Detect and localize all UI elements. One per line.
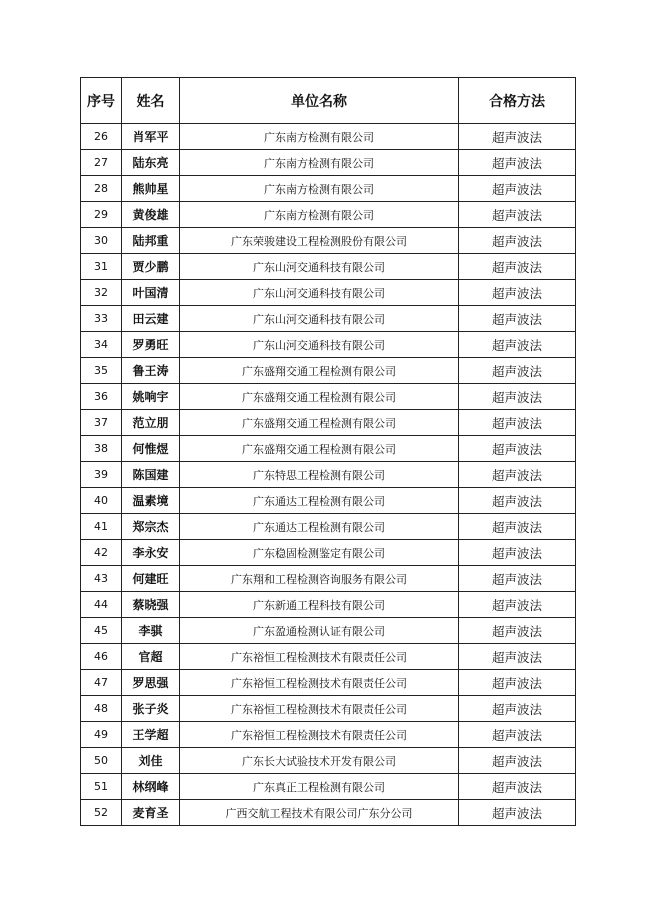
name-cell: 何建旺 — [122, 566, 180, 592]
seq-cell: 30 — [81, 228, 122, 254]
method-cell: 超声波法 — [459, 280, 576, 306]
company-cell: 广东长大试验技术开发有限公司 — [180, 748, 459, 774]
header-company: 单位名称 — [180, 78, 459, 124]
method-cell: 超声波法 — [459, 592, 576, 618]
name-cell: 李永安 — [122, 540, 180, 566]
name-cell: 官超 — [122, 644, 180, 670]
seq-cell: 48 — [81, 696, 122, 722]
seq-cell: 39 — [81, 462, 122, 488]
company-cell: 广东盛翔交通工程检测有限公司 — [180, 410, 459, 436]
table-row — [81, 176, 576, 202]
name-cell: 王学超 — [122, 722, 180, 748]
name-cell: 姚响宇 — [122, 384, 180, 410]
table-row — [81, 592, 576, 618]
company-cell: 广东特思工程检测有限公司 — [180, 462, 459, 488]
table-row — [81, 332, 576, 358]
method-cell: 超声波法 — [459, 202, 576, 228]
seq-cell: 46 — [81, 644, 122, 670]
header-seq: 序号 — [81, 78, 122, 124]
seq-cell: 35 — [81, 358, 122, 384]
name-cell: 田云建 — [122, 306, 180, 332]
name-cell: 范立朋 — [122, 410, 180, 436]
method-cell: 超声波法 — [459, 436, 576, 462]
seq-cell: 36 — [81, 384, 122, 410]
seq-cell: 28 — [81, 176, 122, 202]
method-cell: 超声波法 — [459, 540, 576, 566]
company-cell: 广东盈通检测认证有限公司 — [180, 618, 459, 644]
name-cell: 何惟煜 — [122, 436, 180, 462]
method-cell: 超声波法 — [459, 488, 576, 514]
table-row — [81, 566, 576, 592]
name-cell: 麦育圣 — [122, 800, 180, 826]
seq-cell: 42 — [81, 540, 122, 566]
seq-cell: 38 — [81, 436, 122, 462]
table-row — [81, 748, 576, 774]
table-row — [81, 514, 576, 540]
table-row — [81, 774, 576, 800]
name-cell: 陆邦重 — [122, 228, 180, 254]
company-cell: 广东山河交通科技有限公司 — [180, 254, 459, 280]
name-cell: 熊帅星 — [122, 176, 180, 202]
header-name: 姓名 — [122, 78, 180, 124]
method-cell: 超声波法 — [459, 670, 576, 696]
method-cell: 超声波法 — [459, 332, 576, 358]
table-row — [81, 254, 576, 280]
name-cell: 蔡晓强 — [122, 592, 180, 618]
name-cell: 陆东亮 — [122, 150, 180, 176]
table-row — [81, 306, 576, 332]
company-cell: 广东荣骏建设工程检测股份有限公司 — [180, 228, 459, 254]
company-cell: 广东裕恒工程检测技术有限责任公司 — [180, 644, 459, 670]
name-cell: 林纲峰 — [122, 774, 180, 800]
company-cell: 广东南方检测有限公司 — [180, 202, 459, 228]
method-cell: 超声波法 — [459, 566, 576, 592]
company-cell: 广东真正工程检测有限公司 — [180, 774, 459, 800]
company-cell: 广东南方检测有限公司 — [180, 176, 459, 202]
method-cell: 超声波法 — [459, 306, 576, 332]
company-cell: 广东盛翔交通工程检测有限公司 — [180, 358, 459, 384]
method-cell: 超声波法 — [459, 644, 576, 670]
seq-cell: 33 — [81, 306, 122, 332]
table-row — [81, 280, 576, 306]
method-cell: 超声波法 — [459, 618, 576, 644]
method-cell: 超声波法 — [459, 176, 576, 202]
seq-cell: 34 — [81, 332, 122, 358]
company-cell: 广东山河交通科技有限公司 — [180, 306, 459, 332]
table-row — [81, 696, 576, 722]
seq-cell: 41 — [81, 514, 122, 540]
method-cell: 超声波法 — [459, 774, 576, 800]
company-cell: 广东稳固检测鉴定有限公司 — [180, 540, 459, 566]
seq-cell: 47 — [81, 670, 122, 696]
table-row — [81, 202, 576, 228]
seq-cell: 50 — [81, 748, 122, 774]
table-body — [81, 124, 576, 826]
company-cell: 广东南方检测有限公司 — [180, 124, 459, 150]
header-method: 合格方法 — [459, 78, 576, 124]
company-cell: 广东裕恒工程检测技术有限责任公司 — [180, 670, 459, 696]
method-cell: 超声波法 — [459, 410, 576, 436]
method-cell: 超声波法 — [459, 696, 576, 722]
seq-cell: 27 — [81, 150, 122, 176]
seq-cell: 45 — [81, 618, 122, 644]
seq-cell: 49 — [81, 722, 122, 748]
name-cell: 黄俊雄 — [122, 202, 180, 228]
company-cell: 广东山河交通科技有限公司 — [180, 332, 459, 358]
company-cell: 广东翔和工程检测咨询服务有限公司 — [180, 566, 459, 592]
seq-cell: 37 — [81, 410, 122, 436]
company-cell: 广东通达工程检测有限公司 — [180, 514, 459, 540]
seq-cell: 31 — [81, 254, 122, 280]
name-cell: 郑宗杰 — [122, 514, 180, 540]
method-cell: 超声波法 — [459, 514, 576, 540]
seq-cell: 52 — [81, 800, 122, 826]
table-row — [81, 228, 576, 254]
method-cell: 超声波法 — [459, 800, 576, 826]
seq-cell: 44 — [81, 592, 122, 618]
name-cell: 陈国建 — [122, 462, 180, 488]
seq-cell: 43 — [81, 566, 122, 592]
name-cell: 鲁王涛 — [122, 358, 180, 384]
name-cell: 李骐 — [122, 618, 180, 644]
table-row — [81, 722, 576, 748]
name-cell: 温素境 — [122, 488, 180, 514]
name-cell: 贾少鹏 — [122, 254, 180, 280]
method-cell: 超声波法 — [459, 358, 576, 384]
company-cell: 广东山河交通科技有限公司 — [180, 280, 459, 306]
company-cell: 广西交航工程技术有限公司广东分公司 — [180, 800, 459, 826]
company-cell: 广东裕恒工程检测技术有限责任公司 — [180, 696, 459, 722]
document-page — [80, 77, 575, 826]
name-cell: 张子炎 — [122, 696, 180, 722]
table-row — [81, 800, 576, 826]
method-cell: 超声波法 — [459, 748, 576, 774]
table-row — [81, 436, 576, 462]
method-cell: 超声波法 — [459, 254, 576, 280]
seq-cell: 32 — [81, 280, 122, 306]
method-cell: 超声波法 — [459, 124, 576, 150]
company-cell: 广东通达工程检测有限公司 — [180, 488, 459, 514]
seq-cell: 40 — [81, 488, 122, 514]
method-cell: 超声波法 — [459, 722, 576, 748]
company-cell: 广东南方检测有限公司 — [180, 150, 459, 176]
seq-cell: 26 — [81, 124, 122, 150]
table-row — [81, 358, 576, 384]
company-cell: 广东裕恒工程检测技术有限责任公司 — [180, 722, 459, 748]
company-cell: 广东盛翔交通工程检测有限公司 — [180, 384, 459, 410]
table-row — [81, 618, 576, 644]
company-cell: 广东新通工程科技有限公司 — [180, 592, 459, 618]
method-cell: 超声波法 — [459, 462, 576, 488]
method-cell: 超声波法 — [459, 384, 576, 410]
table-row — [81, 124, 576, 150]
method-cell: 超声波法 — [459, 228, 576, 254]
name-cell: 肖军平 — [122, 124, 180, 150]
name-cell: 罗勇旺 — [122, 332, 180, 358]
method-cell: 超声波法 — [459, 150, 576, 176]
table-header-row — [81, 78, 576, 124]
table-row — [81, 540, 576, 566]
table-row — [81, 670, 576, 696]
seq-cell: 29 — [81, 202, 122, 228]
name-cell: 叶国清 — [122, 280, 180, 306]
name-cell: 罗思强 — [122, 670, 180, 696]
table-row — [81, 644, 576, 670]
table-row — [81, 462, 576, 488]
table-row — [81, 150, 576, 176]
company-cell: 广东盛翔交通工程检测有限公司 — [180, 436, 459, 462]
name-cell: 刘佳 — [122, 748, 180, 774]
table-row — [81, 410, 576, 436]
table-row — [81, 488, 576, 514]
seq-cell: 51 — [81, 774, 122, 800]
table-row — [81, 384, 576, 410]
qualified-personnel-table — [80, 77, 576, 826]
